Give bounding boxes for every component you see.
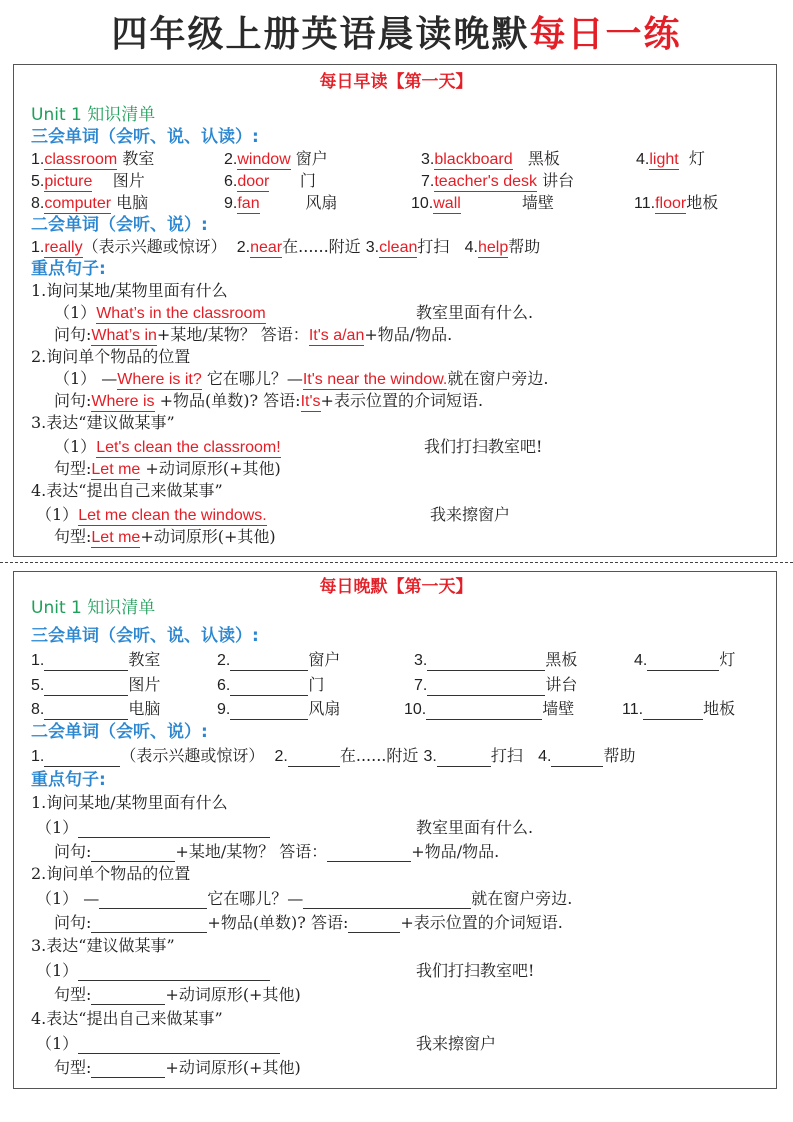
morning-word-1: 1.classroom 教室 <box>31 149 155 168</box>
evening-s4-title: 4.表达“提出自己来做某事” <box>31 1009 223 1028</box>
evening-word-9[interactable]: 9. 风扇 <box>217 699 341 718</box>
evening-word-4[interactable]: 4. 灯 <box>634 650 736 669</box>
morning-s4-pattern: 句型:Let me+动词原形(+其他) <box>54 527 276 546</box>
morning-s3-example: （1）Let's clean the classroom! <box>54 437 281 456</box>
evening-section-two-words: 二会单词（会听、说）: <box>31 722 208 742</box>
evening-word2-row[interactable]: 1. （表示兴趣或惊讶） 2. 在......附近 3. 打扫 4. 帮助 <box>31 746 636 765</box>
morning-section-two-words: 二会单词（会听、说）: <box>31 215 208 235</box>
morning-s4-example: （1）Let me clean the windows. <box>36 505 267 524</box>
morning-s4-example-cn: 我来擦窗户 <box>430 505 511 524</box>
title-black: 四年级上册英语晨读晚默 <box>111 14 530 55</box>
morning-s3-title: 3.表达“建议做某事” <box>31 413 175 432</box>
dashed-divider <box>0 562 793 563</box>
morning-s3-example-cn: 我们打扫教室吧! <box>424 437 543 456</box>
morning-unit-title: Unit 1 知识清单 <box>31 105 156 125</box>
evening-section-three-words: 三会单词（会听、说、认读）: <box>31 626 259 646</box>
evening-header: 每日晚默【第一天】 <box>319 577 473 597</box>
morning-word-6: 6.door 门 <box>224 171 316 190</box>
evening-word-8[interactable]: 8. 电脑 <box>31 699 161 718</box>
evening-s3-example-cn: 我们打扫教室吧! <box>416 961 535 980</box>
morning-word-8: 8.computer 电脑 <box>31 193 149 212</box>
morning-s1-pattern: 问句:What’s in+某地/某物？ 答语：It's a/an+物品/物品. <box>54 325 453 344</box>
page-title <box>0 10 793 60</box>
evening-word-10[interactable]: 10. 墙壁 <box>404 699 575 718</box>
evening-s3-pattern[interactable]: 句型: +动词原形(+其他) <box>54 985 301 1004</box>
evening-s1-example-cn: 教室里面有什么. <box>416 818 534 837</box>
evening-s2-title: 2.询问单个物品的位置 <box>31 864 191 883</box>
evening-s2-pattern[interactable]: 问句: +物品(单数)? 答语: +表示位置的介词短语. <box>54 913 563 932</box>
evening-word-1[interactable]: 1. 教室 <box>31 650 161 669</box>
evening-s4-example[interactable]: （1） <box>36 1034 280 1054</box>
morning-s2-pattern: 问句:Where is +物品(单数)? 答语:It's+表示位置的介词短语. <box>54 391 484 410</box>
evening-s3-title: 3.表达“建议做某事” <box>31 936 175 955</box>
morning-word-10: 10.wall 墙壁 <box>411 193 554 212</box>
evening-s4-pattern[interactable]: 句型: +动词原形(+其他) <box>54 1058 301 1077</box>
morning-s1-title: 1.询问某地/某物里面有什么 <box>31 281 228 300</box>
morning-header: 每日早读【第一天】 <box>319 72 473 92</box>
evening-section-sentences: 重点句子: <box>31 770 106 790</box>
evening-s1-pattern[interactable]: 问句: +某地/某物？ 答语： +物品/物品. <box>54 842 500 861</box>
morning-word-11: 11.floor地板 <box>634 193 719 212</box>
morning-word-2: 2.window 窗户 <box>224 149 328 168</box>
evening-word-3[interactable]: 3. 黑板 <box>414 650 578 669</box>
evening-word-2[interactable]: 2. 窗户 <box>217 650 341 669</box>
evening-s2-example[interactable]: （1） — 它在哪儿？— 就在窗户旁边. <box>36 889 573 908</box>
morning-word-3: 3.blackboard 黑板 <box>421 149 560 168</box>
evening-s4-example-cn: 我来擦窗户 <box>416 1034 497 1053</box>
morning-s2-example: （1） —Where is it? 它在哪儿？—It's near the window.就在窗户旁边. <box>54 369 549 388</box>
morning-s1-example-cn: 教室里面有什么. <box>416 303 534 322</box>
morning-word-4: 4.light 灯 <box>636 149 705 168</box>
morning-section-sentences: 重点句子: <box>31 259 106 279</box>
morning-word2-row: 1.really（表示兴趣或惊讶） 2.near在......附近 3.clean打扫 4.help帮助 <box>31 237 541 256</box>
morning-s1-example: （1）What’s in the classroom <box>54 303 266 322</box>
morning-s4-title: 4.表达“提出自己来做某事” <box>31 481 223 500</box>
evening-word-5[interactable]: 5. 图片 <box>31 675 161 694</box>
evening-word-6[interactable]: 6. 门 <box>217 675 325 694</box>
morning-word-9: 9.fan 风扇 <box>224 193 338 212</box>
evening-s3-example[interactable]: （1） <box>36 961 270 981</box>
evening-s1-title: 1.询问某地/某物里面有什么 <box>31 793 228 812</box>
morning-word-7: 7.teacher's desk 讲台 <box>421 171 575 190</box>
evening-word-7[interactable]: 7. 讲台 <box>414 675 578 694</box>
evening-s1-example[interactable]: （1） <box>36 818 270 838</box>
evening-word-11[interactable]: 11. 地板 <box>622 699 736 718</box>
morning-section-three-words: 三会单词（会听、说、认读）: <box>31 127 259 147</box>
morning-word-5: 5.picture 图片 <box>31 171 145 190</box>
evening-dictation-panel <box>13 571 777 1089</box>
title-red: 每日一练 <box>529 14 682 55</box>
morning-s3-pattern: 句型:Let me +动词原形(+其他) <box>54 459 281 478</box>
evening-unit-title: Unit 1 知识清单 <box>31 598 156 618</box>
morning-s2-title: 2.询问单个物品的位置 <box>31 347 191 366</box>
morning-reading-panel <box>13 64 777 557</box>
